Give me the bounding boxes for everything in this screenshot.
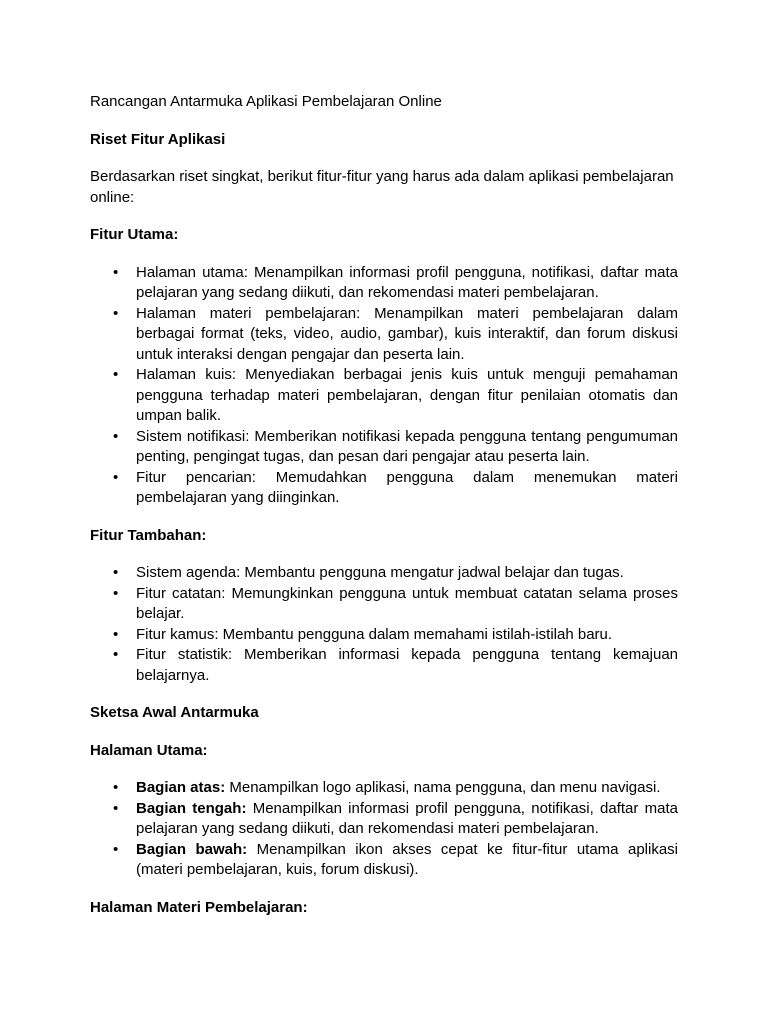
document-title: Rancangan Antarmuka Aplikasi Pembelajaran Online	[90, 93, 442, 110]
bullet-icon: •	[113, 263, 119, 281]
list-item	[113, 584, 678, 625]
list-item	[113, 304, 678, 366]
list-item	[113, 427, 678, 468]
fitur-tambahan-list	[90, 563, 678, 686]
bullet-icon: •	[113, 564, 119, 581]
list-item	[113, 365, 678, 427]
document-page	[90, 92, 678, 935]
section-heading-fitur-utama: Fitur Utama:	[90, 226, 179, 243]
list-item	[113, 263, 678, 304]
fitur-utama-list	[90, 263, 678, 509]
bullet-icon: •	[113, 625, 119, 643]
list-item-text: Halaman utama: Menampilkan informasi profil pengguna, notifikasi, daftar mata pelajaran yang sedang diikuti, dan rekomendasi materi pembelajaran.	[136, 263, 678, 301]
section-heading-fitur-tambahan: Fitur Tambahan:	[90, 526, 207, 544]
list-item-text: Sistem agenda: Membantu pengguna mengatur jadwal belajar dan tugas.	[136, 564, 624, 581]
list-item	[113, 799, 678, 840]
list-item-text: Halaman materi pembelajaran: Menampilkan materi pembelajaran dalam berbagai format (teks, video, audio, gambar), kuis interaktif, dan forum diskusi untuk interaksi dengan pengajar dan peserta lain.	[136, 304, 678, 363]
list-item-label: Bagian atas:	[136, 779, 226, 796]
list-item	[113, 625, 678, 646]
list-item-text: Fitur statistik: Memberikan informasi kepada pengguna tentang kemajuan belajarnya.	[136, 646, 678, 684]
list-item-text: Menampilkan informasi profil pengguna, notifikasi, daftar mata pelajaran yang sedang diikuti, dan rekomendasi materi pembelajaran.	[136, 799, 678, 837]
bullet-icon: •	[113, 427, 119, 445]
bullet-icon: •	[113, 304, 119, 322]
list-item-text: Halaman kuis: Menyediakan berbagai jenis kuis untuk menguji pemahaman pengguna terhadap materi pembelajaran, dengan fitur penilaian otomatis dan umpan balik.	[136, 366, 678, 424]
list-item	[113, 645, 678, 686]
section-heading-riset: Riset Fitur Aplikasi	[90, 130, 226, 148]
section-heading-sketsa: Sketsa Awal Antarmuka	[90, 704, 259, 721]
list-item-label: Bagian bawah:	[136, 840, 248, 858]
list-item	[113, 563, 678, 584]
list-item	[113, 468, 678, 509]
list-item-text: Fitur kamus: Membantu pengguna dalam memahami istilah-istilah baru.	[136, 625, 613, 643]
bullet-icon: •	[113, 366, 119, 383]
list-item-text: Menampilkan ikon akses cepat ke fitur-fitur utama aplikasi (materi pembelajaran, kuis, forum diskusi).	[136, 840, 678, 878]
halaman-utama-list	[90, 778, 678, 881]
list-item	[113, 840, 678, 881]
intro-paragraph: Berdasarkan riset singkat, berikut fitur-fitur yang harus ada dalam aplikasi pembelajaran online:	[90, 168, 674, 206]
list-item	[113, 778, 678, 799]
bullet-icon: •	[113, 468, 119, 486]
section-heading-halaman-utama: Halaman Utama:	[90, 741, 208, 759]
list-item-text: Sistem notifikasi: Memberikan notifikasi kepada pengguna tentang pengumuman penting, pengingat tugas, dan pesan dari pengajar atau peserta lain.	[136, 427, 678, 465]
bullet-icon: •	[113, 779, 119, 796]
bullet-icon: •	[113, 584, 119, 602]
bullet-icon: •	[113, 840, 119, 858]
bullet-icon: •	[113, 799, 119, 817]
list-item-text: Menampilkan logo aplikasi, nama pengguna, dan menu navigasi.	[225, 779, 661, 796]
list-item-text: Fitur pencarian: Memudahkan pengguna dalam menemukan materi pembelajaran yang diinginkan.	[136, 468, 678, 506]
list-item-label: Bagian tengah:	[136, 799, 247, 817]
section-heading-halaman-materi: Halaman Materi Pembelajaran:	[90, 898, 308, 916]
bullet-icon: •	[113, 646, 119, 663]
list-item-text: Fitur catatan: Memungkinkan pengguna untuk membuat catatan selama proses belajar.	[136, 584, 678, 622]
